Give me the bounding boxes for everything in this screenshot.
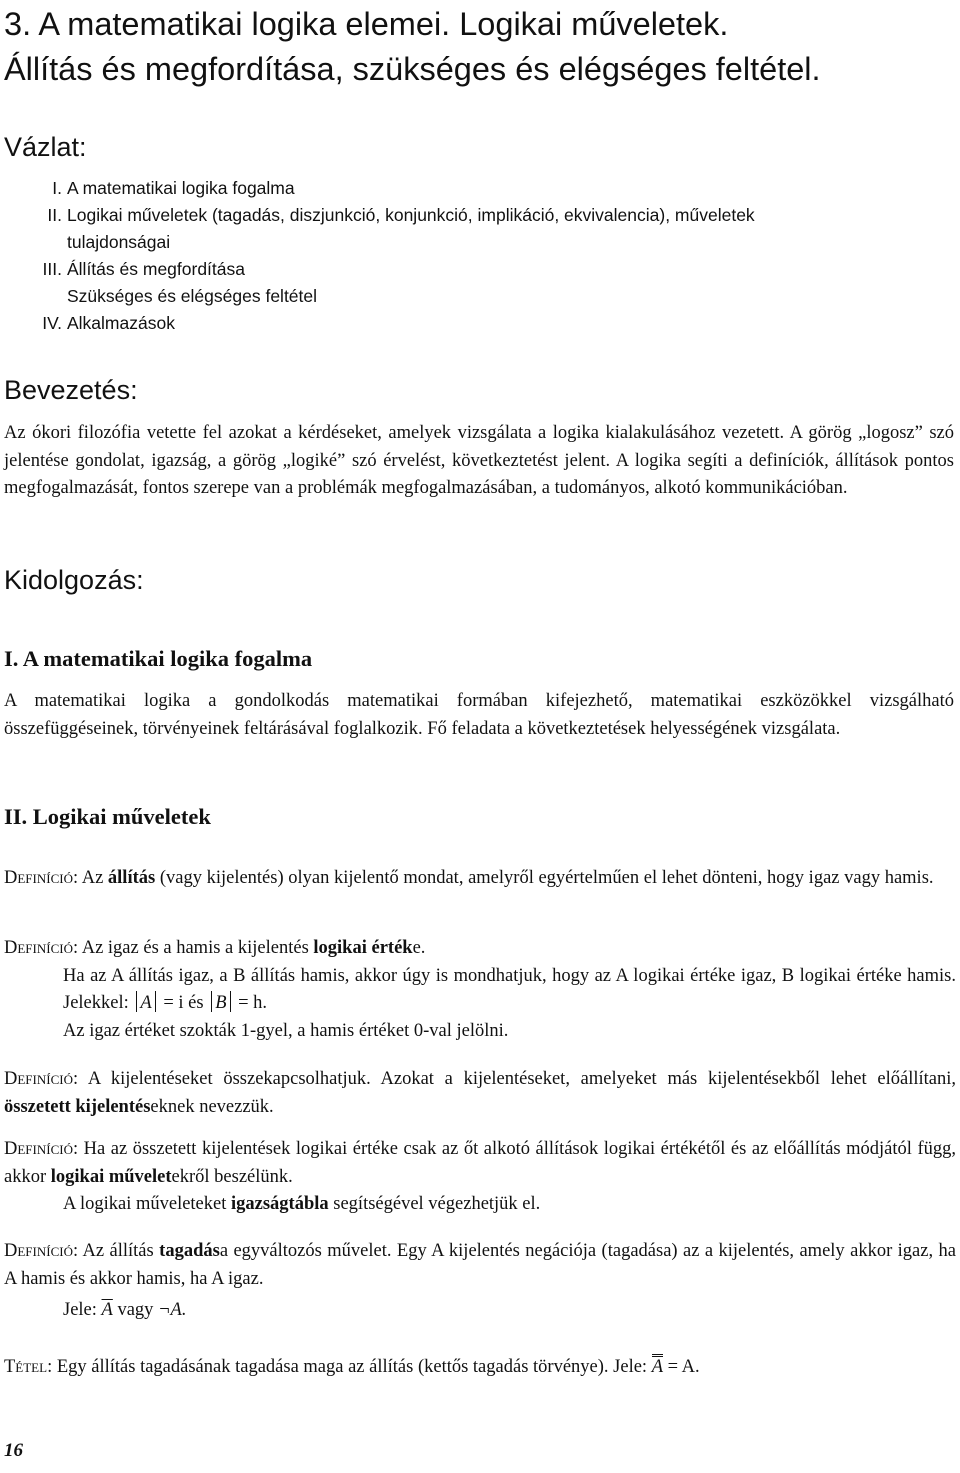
- definition-logical-value: [4, 935, 956, 1045]
- definition-text: a egyváltozós művelet. Egy A kijelentés negációja (tagadása) az a kijelentés, amely akkor igaz, ha A hamis és akkor hamis, ha A igaz.: [4, 1241, 956, 1289]
- negated-symbol: $\overline{A}$: [101, 1300, 113, 1320]
- definition-label: Definíció:: [4, 868, 79, 888]
- outline-item-text: Logikai műveletek (tagadás, diszjunkció, konjunkció, implikáció, ekvivalencia), műveletek: [67, 205, 755, 225]
- outline-item: [4, 310, 954, 337]
- definition-term: tagadás: [159, 1241, 220, 1261]
- outline-item: [4, 175, 954, 202]
- notation-text: vagy: [117, 1300, 154, 1320]
- outline-item: [4, 202, 954, 229]
- definition-term: logikai művelet: [50, 1166, 172, 1187]
- definition-text: Az igaz és a hamis a kijelentés: [81, 938, 314, 958]
- definition-text: (vagy kijelentés) olyan kijelentő mondat, amelyről egyértelműen el lehet dönteni, hogy igaz vagy hamis.: [155, 868, 934, 888]
- definition-text: ekről beszélünk.: [171, 1166, 293, 1187]
- outline-item-number: I.: [52, 178, 62, 198]
- definition-operation: [4, 1136, 956, 1219]
- equation-text: = h.: [238, 993, 268, 1013]
- definition-text: Az: [81, 868, 108, 888]
- equation-text: = A.: [667, 1357, 700, 1377]
- section-1-title: I. A matematikai logika fogalma: [4, 646, 313, 671]
- abs-bar: [211, 991, 212, 1012]
- outline-item-text: Alkalmazások: [67, 313, 175, 333]
- outline-item-number: IV.: [42, 313, 62, 333]
- abs-bar: [155, 991, 156, 1012]
- intro-paragraph: Az ókori filozófia vetette fel azokat a kérdéseket, amelyek vizsgálata a logika kialakulásához vezetett. A görög „logosz” szó jelentése gondolat, igazság, a görög „logiké” szó érvelést, következtetést jelent. A logika segíti a definíciók, állítások pontos megfogalmazását, fontos szerepe van a problémák megfogalmazásában, a tudományos, alkotó kommunikációban.: [4, 423, 954, 498]
- outline-item-text: Állítás és megfordítása: [67, 259, 245, 279]
- abs-bar: [136, 991, 137, 1012]
- theorem-double-negation: [4, 1354, 956, 1382]
- section-2-title: II. Logikai műveletek: [4, 804, 211, 829]
- negation-symbol: ¬A.: [158, 1300, 187, 1320]
- theorem-text: Egy állítás tagadásának tagadása maga az állítás (kettős tagadás törvénye). Jele:: [56, 1357, 648, 1377]
- outline-item-continuation: Szükséges és elégséges feltétel: [67, 286, 318, 306]
- theorem-label: Tétel:: [4, 1357, 53, 1377]
- definition-text: eknek nevezzük.: [150, 1096, 274, 1117]
- title-line-1: 3. A matematikai logika elemei. Logikai műveletek.: [4, 6, 729, 42]
- definition-negation: [4, 1238, 956, 1325]
- definition-term: igazságtábla: [231, 1194, 329, 1214]
- definition-text: e.: [412, 938, 426, 958]
- outline-item-continuation: tulajdonságai: [67, 232, 171, 252]
- definition-text: A logikai műveleteket: [63, 1194, 231, 1214]
- definition-label: Definíció:: [4, 1139, 79, 1159]
- definition-text: Ha az A állítás igaz, a B állítás hamis, akkor úgy is mondhatjuk, hogy az A logikai értéke igaz, B logikai értéke hamis. Jelekkel:: [63, 965, 956, 1013]
- abs-bar: [230, 991, 231, 1012]
- title-line-2: Állítás és megfordítása, szükséges és elégséges feltétel.: [4, 51, 821, 87]
- outline-list: [4, 175, 954, 337]
- definition-text: Az igaz értéket szokták 1-gyel, a hamis értéket 0-val jelölni.: [63, 1020, 509, 1041]
- definition-compound: [4, 1066, 956, 1121]
- outline-item-text: A matematikai logika fogalma: [67, 178, 295, 198]
- definition-label: Definíció:: [4, 938, 79, 958]
- definition-label: Definíció:: [4, 1069, 79, 1089]
- definition-term: logikai érték: [313, 938, 413, 958]
- definition-statement: [4, 865, 956, 893]
- double-negated-symbol: A: [652, 1354, 663, 1377]
- definition-text: Ha az összetett kijelentések logikai értéke csak az őt alkotó állítások logikai értékétől és az előállítás módjától függ, akkor: [4, 1139, 956, 1187]
- equation-text: = i és: [163, 993, 204, 1013]
- intro-heading: Bevezetés:: [4, 375, 138, 405]
- definition-term: állítás: [107, 868, 156, 888]
- definition-text: A kijelentéseket összekapcsolhatjuk. Azokat a kijelentéseket, amelyeket más kijelentésekből lehet előállítani,: [87, 1069, 956, 1089]
- outline-item: [4, 256, 954, 283]
- definition-text: segítségével végezhetjük el.: [328, 1194, 541, 1214]
- notation-label: Jele:: [63, 1300, 97, 1320]
- outline-item-number: III.: [42, 259, 62, 279]
- outline-item-number: II.: [47, 205, 62, 225]
- symbol-b: B: [215, 993, 227, 1013]
- definition-label: Definíció:: [4, 1241, 79, 1261]
- symbol-a: A: [140, 993, 152, 1013]
- section-1-paragraph: A matematikai logika a gondolkodás matematikai formában kifejezhető, matematikai eszközökkel vizsgálható összefüggéseinek, törvényeinek feltárásával foglalkozik. Fő feladata a következtetések helyességének vizsgálata.: [4, 691, 954, 739]
- outline-heading: Vázlat:: [4, 132, 87, 162]
- work-heading: Kidolgozás:: [4, 565, 144, 595]
- definition-text: Az állítás: [82, 1241, 160, 1261]
- page-number: 16: [4, 1440, 23, 1461]
- document-title: [4, 2, 821, 92]
- definition-term: összetett kijelentés: [4, 1096, 151, 1117]
